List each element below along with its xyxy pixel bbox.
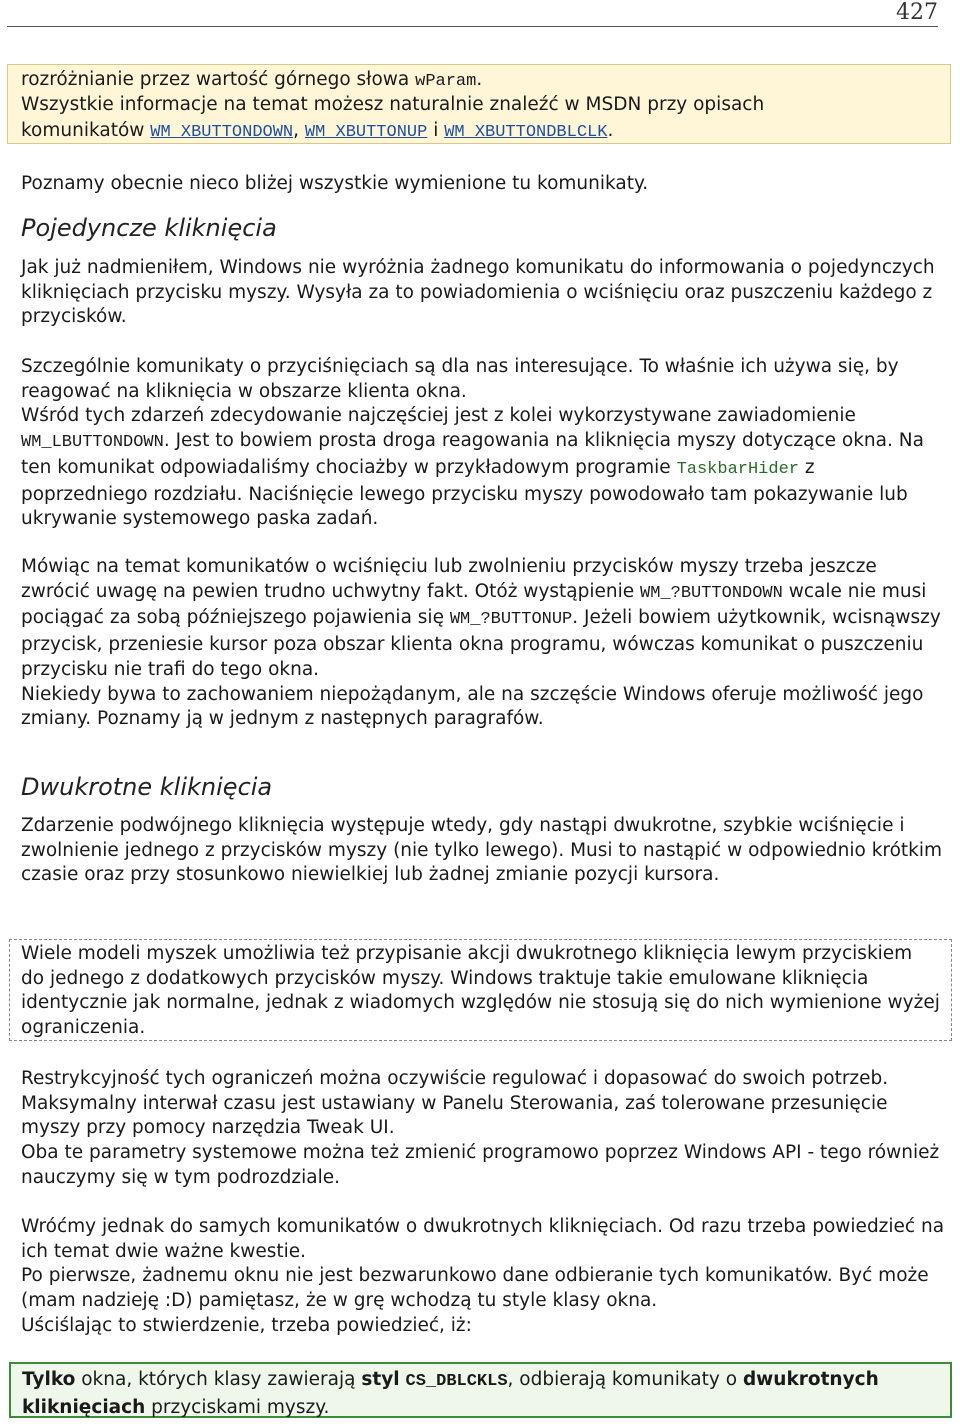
text: Po pierwsze, żadnemu oknu nie jest bezwarunkowo dane odbieranie tych komunikatów. Być może (mam nadzieję :D) pamiętasz, że w grę wchodzą tu style klasy okna. <box>21 1265 929 1312</box>
link-wm-xbuttondown[interactable]: WM_XBUTTONDOWN <box>150 123 294 142</box>
heading-single-clicks: Pojedyncze kliknięcia <box>21 214 277 242</box>
page-number: 427 <box>896 0 938 25</box>
text: Oba te parametry systemowe można też zmienić programowo poprzez Windows API - tego również nauczymy się w tym podrozdziale. <box>21 1142 940 1188</box>
rule-bold: dwukrotnych kliknięciach <box>22 1369 879 1418</box>
text: okna, których klasy zawierają <box>75 1369 362 1390</box>
tip-box <box>7 64 951 144</box>
rule-bold: styl <box>361 1369 400 1390</box>
paragraph <box>21 1067 946 1191</box>
text: Wróćmy jednak do samych komunikatów o dwukrotnych kliknięciach. Od razu trzeba powiedzieć na ich temat dwie ważne kwestie. <box>21 1216 945 1262</box>
paragraph: Zdarzenie podwójnego kliknięcia występuje wtedy, gdy nastąpi dwukrotne, szybkie wciśnięcie i zwolnienie jednego z przycisków myszy (nie tylko lewego). Musi to nastąpić w odpowiednio krótkim czasie oraz przy stosunkowo niewielkiej lub żadnej zmianie pozycji kursora. <box>21 815 943 886</box>
code-wm-buttondown: WM_?BUTTONDOWN <box>640 583 783 603</box>
link-wm-xbuttonup[interactable]: WM_XBUTTONUP <box>304 123 428 142</box>
tip-text: rozróżnianie przez wartość górnego słowa <box>21 69 416 90</box>
text: . Jest to bowiem prosta droga reagowania na kliknięcia myszy dotyczące okna. Na ten komunikat odpowiadaliśmy chociażby w przykładowym programie <box>21 430 924 478</box>
note-text: Wiele modeli myszek umożliwia też przypisanie akcji dwukrotnego kliknięcia lewym przyciskiem do jednego z dodatkowych przycisków myszy. Windows traktuje takie emulowane kliknięcia identycznie jak normalne, jednak z wiadomych względów nie stosują się do nich wymienione wyżej ograniczenia. <box>21 943 940 1039</box>
text: Uściślając to stwierdzenie, trzeba powiedzieć, iż: <box>21 1314 472 1336</box>
text: Mówiąc na temat komunikatów o wciśnięciu lub zwolnieniu przycisków myszy trzeba jeszcze zwrócić uwagę na pewien trudno uchwytny fakt. Otóż wystąpienie <box>21 556 877 602</box>
code-wm-buttonup: WM_?BUTTONUP <box>449 610 573 630</box>
note-box <box>9 939 952 1041</box>
paragraph <box>21 1215 946 1339</box>
text: . Jeżeli bowiem użytkownik, wcisnąwszy przycisk, przeniesie kursor poza obszar klienta okna programu, wówczas komunikat o puszczeniu przycisku nie trafi do tego okna. <box>21 607 941 680</box>
tip-text: , <box>293 120 305 141</box>
tip-text: i <box>427 120 445 141</box>
text: wcale nie musi pociągać za sobą późniejszego pojawienia się <box>21 580 927 629</box>
code-wm-lbuttondown: WM_LBUTTONDOWN <box>21 433 164 453</box>
rule-box <box>9 1362 952 1418</box>
text: , odbierają komunikaty o <box>507 1369 743 1390</box>
tip-text: . <box>607 120 614 141</box>
code-cs-dblclks: CS_DBLCKLS <box>405 1372 508 1391</box>
tip-text: komunikatów <box>21 120 151 141</box>
tip-line-2: Wszystkie informacje na temat możesz naturalnie znaleźć w MSDN przy opisach <box>21 94 765 115</box>
text: Wśród tych zdarzeń zdecydowanie najczęściej jest z kolei wykorzystywane zawiadomienie <box>21 405 856 427</box>
link-wm-xbuttondblclk[interactable]: WM_XBUTTONDBLCLK <box>444 123 608 142</box>
heading-double-clicks: Dwukrotne kliknięcia <box>21 773 273 801</box>
paragraph <box>21 555 946 732</box>
text: przyciskami myszy. <box>145 1397 330 1418</box>
text: Niekiedy bywa to zachowaniem niepożądanym, ale na szczęście Windows oferuje możliwość jego zmiany. Poznamy ją w jednym z następnych paragrafów. <box>21 683 924 730</box>
text: z poprzedniego rozdziału. Naciśnięcie lewego przycisku myszy powodowało tam pokazywanie lub ukrywanie systemowego paska zadań. <box>21 456 908 530</box>
intro-paragraph: Poznamy obecnie nieco bliżej wszystkie wymienione tu komunikaty. <box>21 173 649 194</box>
rule-text <box>22 1367 942 1421</box>
text: Restrykcyjność tych ograniczeń można oczywiście regulować i dopasować do swoich potrzeb. Maksymalny interwał czasu jest ustawiany w Panelu Sterowania, zaś tolerowane przesunięcie myszy przy pomocy narzędzia Tweak UI. <box>21 1068 889 1139</box>
tip-line-1 <box>21 67 482 95</box>
paragraph <box>21 355 946 532</box>
rule-bold: Tylko <box>22 1369 76 1390</box>
code-taskbarhider: TaskbarHider <box>676 459 799 479</box>
header-rule <box>7 26 938 27</box>
tip-line-3 <box>21 118 613 146</box>
text: Szczególnie komunikaty o przyciśnięciach są dla nas interesujące. To właśnie ich używa się, by reagować na kliknięcia w obszarze klienta okna. <box>21 356 899 402</box>
paragraph: Jak już nadmieniłem, Windows nie wyróżnia żadnego komunikatu do informowania o pojedynczych kliknięciach przycisku myszy. Wysyła za to powiadomienia o wciśnięciu oraz puszczeniu każdego z przycisków. <box>21 257 935 328</box>
code-wparam: wParam <box>415 72 477 91</box>
tip-text: . <box>476 69 483 90</box>
